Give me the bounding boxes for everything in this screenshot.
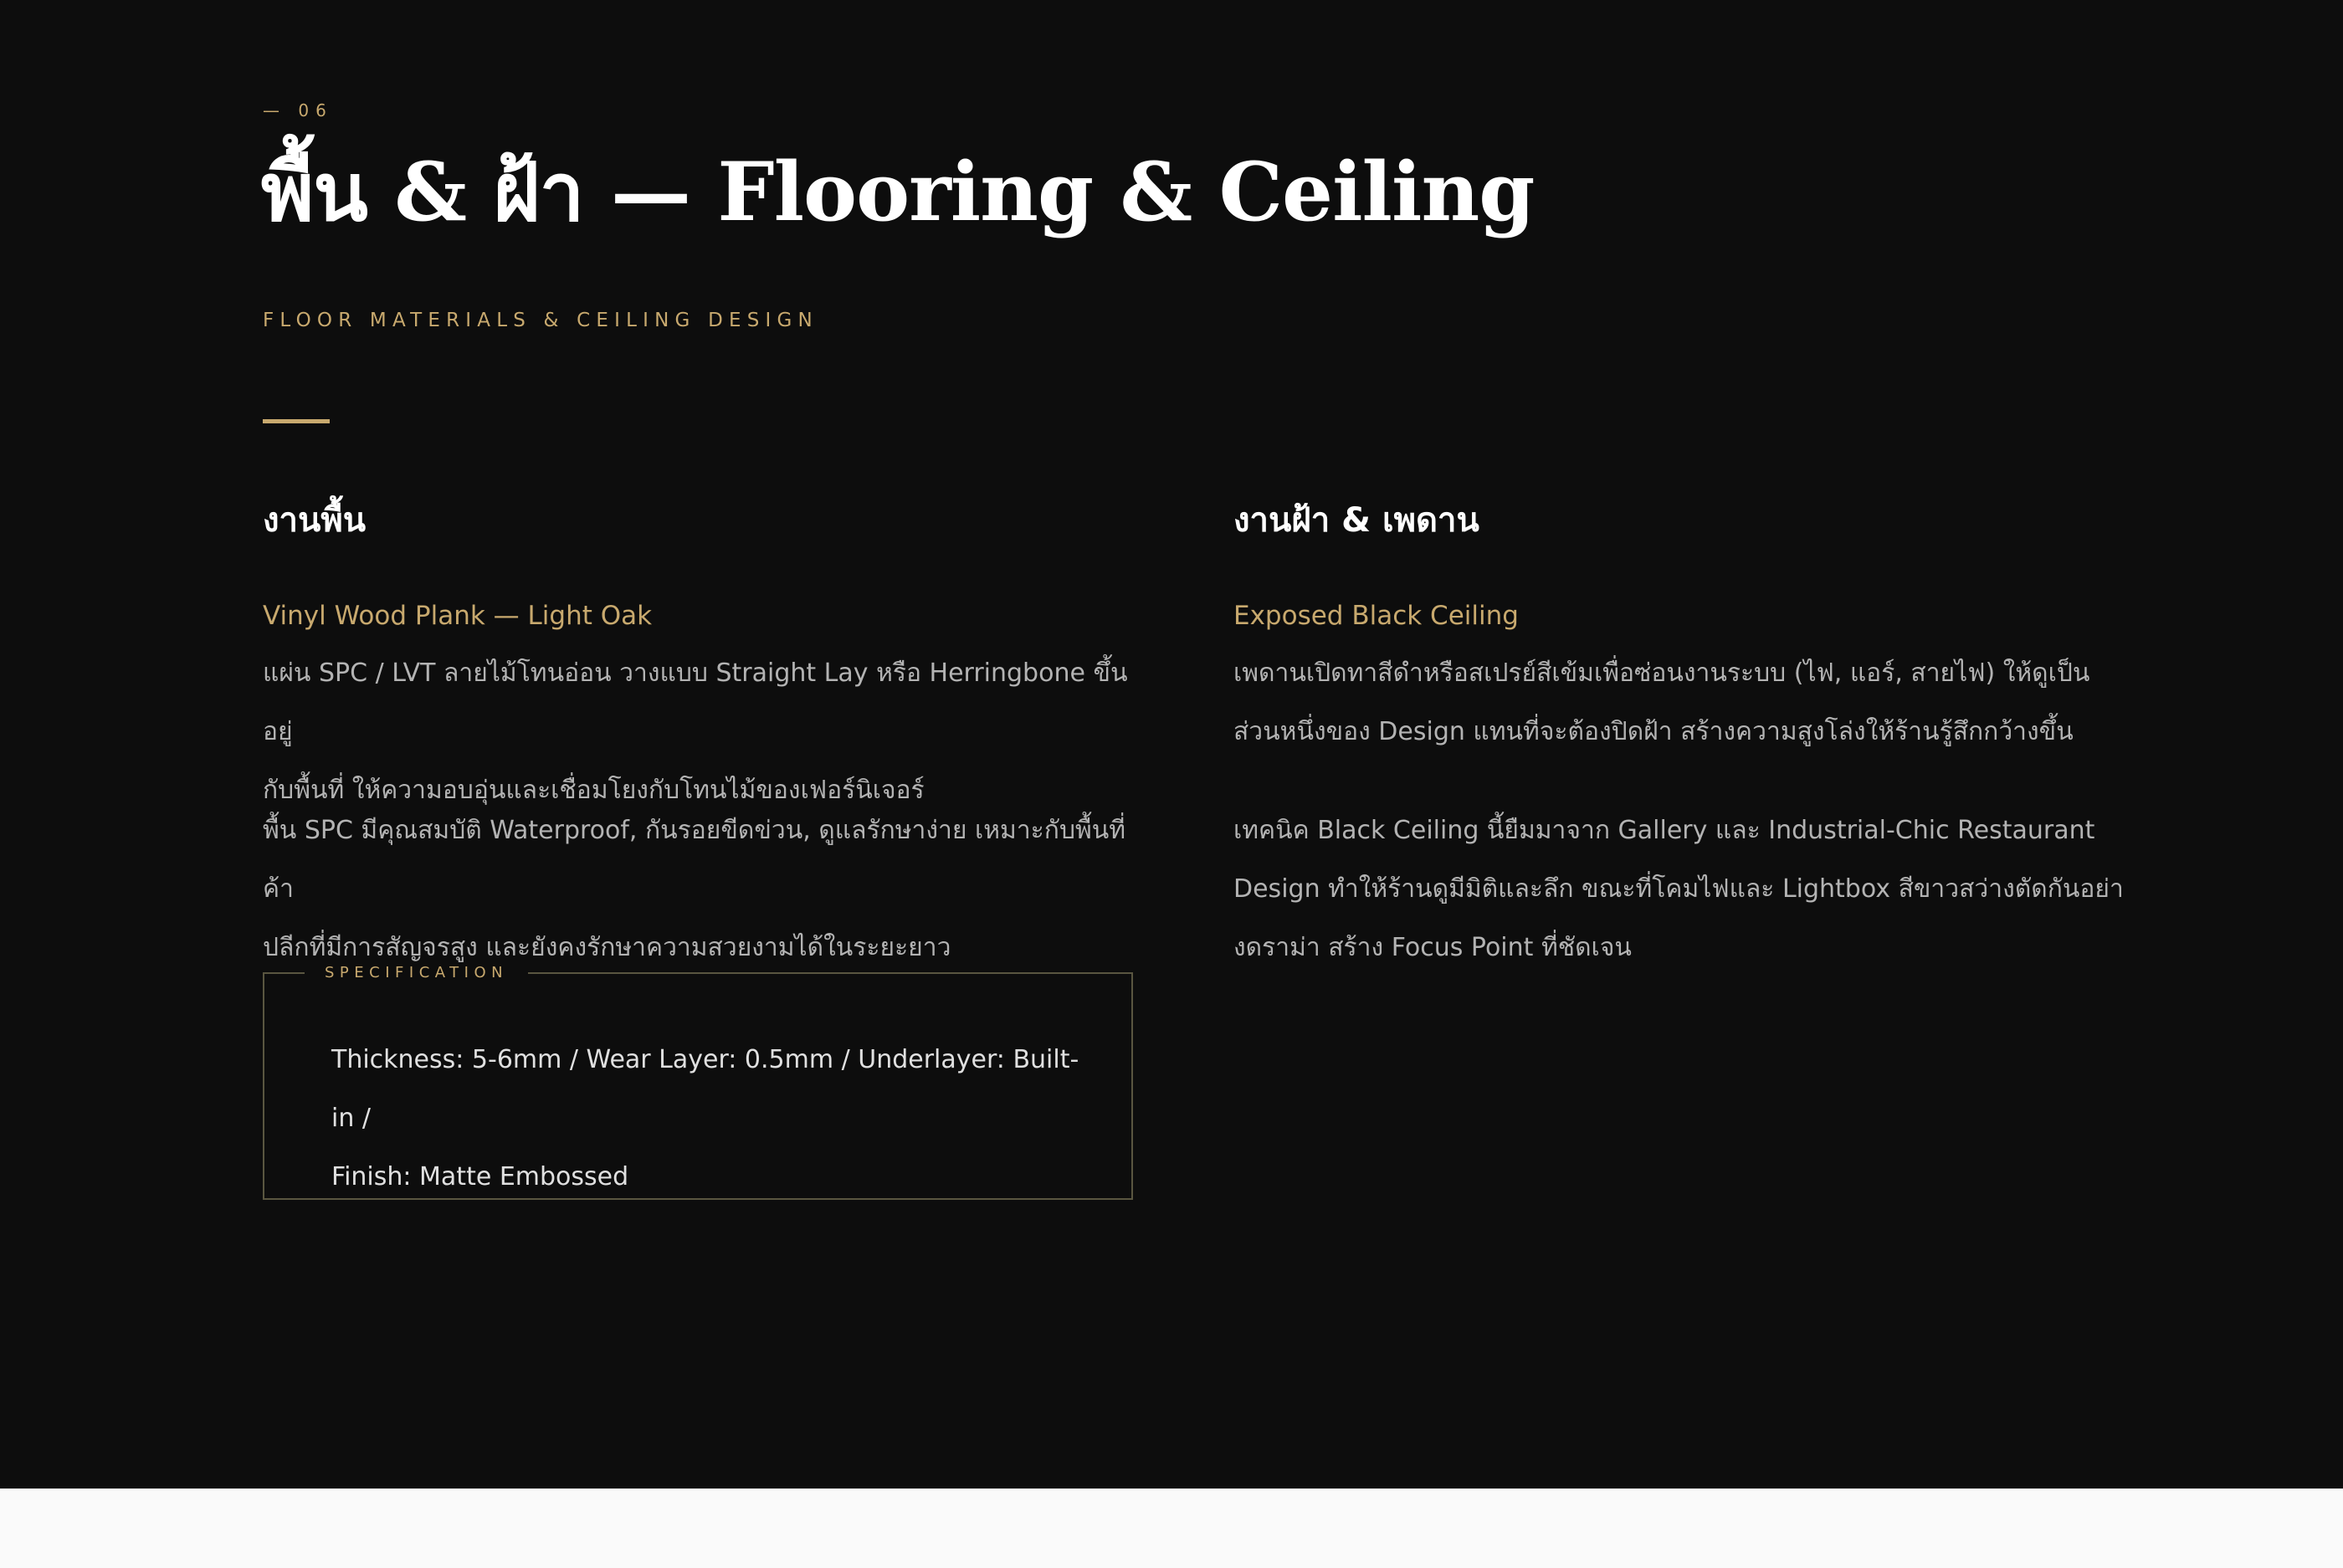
section-title: พื้น & ฝ้า — Flooring & Ceiling bbox=[261, 145, 1535, 239]
ceiling-paragraph-1-line-2: ส่วนหนึ่งของ Design แทนที่จะต้องปิดฝ้า สร้างความสูงโล่งให้ร้านรู้สึกกว้างขึ้น bbox=[1233, 717, 2074, 746]
next-section-background bbox=[0, 1489, 2343, 1568]
flooring-paragraph-1-line-1: แผ่น SPC / LVT ลายไม้โทนอ่อน วางแบบ Straight Lay หรือ Herringbone ขึ้นอยู่ bbox=[263, 658, 1128, 746]
flooring-paragraph-1-line-2: กับพื้นที่ ให้ความอบอุ่นและเชื่อมโยงกับโทนไม้ของเฟอร์นิเจอร์ bbox=[263, 776, 925, 805]
ceiling-heading: งานฝ้า & เพดาน bbox=[1233, 501, 1479, 540]
ceiling-paragraph-2-line-1: เทคนิค Black Ceiling นี้ยืมมาจาก Gallery และ Industrial-Chic Restaurant bbox=[1233, 816, 2095, 845]
specification-text bbox=[331, 1031, 1084, 1207]
specification-line-2: Finish: Matte Embossed bbox=[331, 1162, 629, 1191]
specification-box bbox=[263, 964, 1133, 1200]
section-number: — 06 bbox=[263, 100, 333, 120]
ceiling-paragraph-2-line-3: งดราม่า สร้าง Focus Point ที่ชัดเจน bbox=[1233, 933, 1632, 962]
specification-label: SPECIFICATION bbox=[305, 962, 528, 984]
accent-divider bbox=[263, 419, 330, 423]
ceiling-paragraph-2-line-2: Design ทำให้ร้านดูมีมิติและลึก ขณะที่โคมไฟและ Lightbox สีขาวสว่างตัดกันอย่า bbox=[1233, 874, 2124, 904]
specification-line-1: Thickness: 5-6mm / Wear Layer: 0.5mm / Underlayer: Built-in / bbox=[331, 1045, 1079, 1133]
flooring-paragraph-2 bbox=[263, 802, 1150, 977]
flooring-item-title: Vinyl Wood Plank — Light Oak bbox=[263, 601, 653, 631]
flooring-paragraph-2-line-2: ปลีกที่มีการสัญจรสูง และยังคงรักษาความสวยงามได้ในระยะยาว bbox=[263, 933, 951, 962]
ceiling-paragraph-1 bbox=[1233, 644, 2137, 761]
ceiling-item-title: Exposed Black Ceiling bbox=[1233, 601, 1519, 631]
flooring-paragraph-1 bbox=[263, 644, 1150, 820]
flooring-paragraph-2-line-1: พื้น SPC มีคุณสมบัติ Waterproof, กันรอยขีดข่วน, ดูแลรักษาง่าย เหมาะกับพื้นที่ค้า bbox=[263, 816, 1126, 904]
flooring-heading: งานพื้น bbox=[263, 501, 367, 540]
ceiling-paragraph-1-line-1: เพดานเปิดทาสีดำหรือสเปรย์สีเข้มเพื่อซ่อนงานระบบ (ไฟ, แอร์, สายไฟ) ให้ดูเป็น bbox=[1233, 658, 2090, 688]
section-subtitle: FLOOR MATERIALS & CEILING DESIGN bbox=[263, 310, 818, 331]
ceiling-paragraph-2 bbox=[1233, 802, 2137, 977]
